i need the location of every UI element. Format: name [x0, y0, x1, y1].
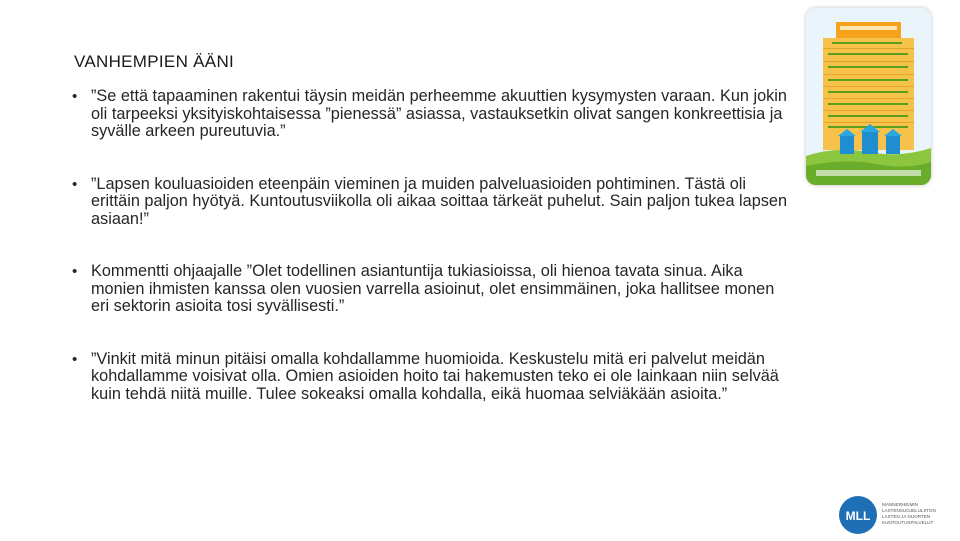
svg-text:LASTEN JA NUORTEN: LASTEN JA NUORTEN: [882, 514, 931, 519]
quote-item: • ”Vinkit mitä minun pitäisi omalla kohdallamme huomioida. Keskustelu mitä eri palvelut meidän kohdallamme voisivat olla. Omien asioiden hoito tai hakemusten teko ei ole lainkaan niin selvää kuin tehdä niitä muille. Tulee sokeaksi omalla kohdalla, eikä huomaa selviäkään asioita.”: [70, 351, 790, 404]
mll-logo: [836, 494, 956, 536]
slide-title: VANHEMPIEN ÄÄNI: [74, 52, 235, 71]
svg-text:MANNERHEIMIN: MANNERHEIMIN: [882, 502, 918, 507]
quote-list: [70, 88, 790, 403]
quote-item: • Kommentti ohjaajalle ”Olet todellinen asiantuntija tukiasioissa, oli hienoa tavata sinua. Aika monien ihmisten kanssa olen vuosien varrella asioinut, olet ensimmäinen, joka hallitsee monen eri sektorin asioita tosi syvällisesti.”: [70, 263, 790, 316]
svg-text:LASTENSUOJELULIITON: LASTENSUOJELULIITON: [882, 508, 936, 513]
svg-text:KUNTOUTUSPALVELUT: KUNTOUTUSPALVELUT: [882, 520, 934, 525]
building-poster-image: [806, 8, 931, 185]
quote-item: • ”Lapsen kouluasioiden eteenpäin vieminen ja muiden palveluasioiden pohtiminen. Tästä oli erittäin paljon hyötyä. Kuntoutusviikolla oli aikaa soittaa tärkeät puhelut. Sain paljon tukea lapsen asiaan!”: [70, 176, 790, 229]
svg-text:MLL: MLL: [845, 509, 871, 523]
quote-item: • ”Se että tapaaminen rakentui täysin meidän perheemme akuuttien kysymysten varaan. Kun jokin oli tarpeeksi yksityiskohtaisessa ”pienessä” asiassa, vastauksetkin olivat sangen konkreettisia ja syvälle arkeen pureutuvia.”: [70, 88, 790, 141]
